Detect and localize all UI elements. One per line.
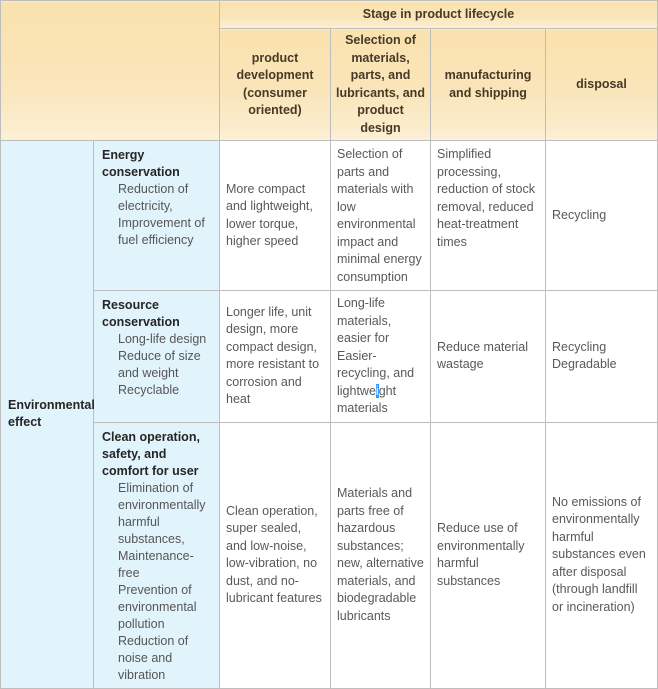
stage-header: Stage in product lifecycle (220, 1, 658, 29)
cell-resource-manufacturing: Reduce material wastage (431, 291, 546, 423)
cell-energy-disposal: Recycling (546, 141, 658, 291)
cell-clean-product-development: Clean operation, super sealed, and low-noise, low-vibration, no dust, and no-lubricant features (220, 422, 331, 688)
cell-resource-disposal: Recycling Degradable (546, 291, 658, 423)
row-label-clean-operation (94, 422, 220, 688)
column-header-selection-of-materials: Selection of materials, parts, and lubricants, and product design (331, 29, 431, 141)
cell-energy-materials-selection: Selection of parts and materials with low environmental impact and minimal energy consumption (331, 141, 431, 291)
category-sub-item: Reduction of noise and vibration (118, 633, 189, 682)
cell-clean-materials-selection: Materials and parts free of hazardous substances; new, alternative materials, and biodegradable lubricants (331, 422, 431, 688)
corner-cell (1, 1, 220, 141)
cell-text-after-selection: ght materials (337, 383, 397, 415)
selected-text: i (375, 383, 379, 398)
category-sub-item: Recyclable (118, 383, 180, 397)
column-header-product-development: product development (consumer oriented) (220, 29, 331, 141)
category-sub-item: Maintenance-free (118, 548, 194, 580)
cell-energy-product-development: More compact and lightweight, lower torque, higher speed (220, 141, 331, 291)
row-label-energy-conservation (94, 141, 220, 291)
cell-clean-manufacturing: Reduce use of environmentally harmful substances (431, 422, 546, 688)
row-group-environmental-effect: Environmental effect (1, 141, 94, 689)
category-sub-item: Improvement of fuel efficiency (118, 216, 205, 247)
cell-text-before-selection: Long-life materials, easier for Easier-recycling, and lightwe (337, 296, 415, 398)
category-sub-item: Prevention of environmental pollution (118, 582, 197, 631)
cell-energy-manufacturing: Simplified processing, reduction of stock removal, reduced heat-treatment times (431, 141, 546, 291)
cell-clean-disposal: No emissions of environmentally harmful substances even after disposal (through landfill or incineration) (546, 422, 658, 688)
cell-resource-materials-selection (331, 291, 431, 423)
category-title: Resource conservation (102, 298, 180, 329)
column-header-disposal: disposal (546, 29, 658, 141)
category-title: Clean operation, safety, and comfort for user (102, 429, 200, 478)
category-sub-item: Reduce of size and weight (118, 349, 201, 380)
category-sub-item: Long-life design (118, 332, 207, 346)
category-sub-item: Elimination of environmentally harmful substances, (118, 480, 206, 546)
category-sub-item: Reduction of electricity, (118, 182, 189, 213)
category-title: Energy conservation (102, 148, 180, 179)
column-header-manufacturing-shipping: manufacturing and shipping (431, 29, 546, 141)
row-label-resource-conservation (94, 291, 220, 423)
cell-resource-product-development: Longer life, unit design, more compact design, more resistant to corrosion and heat (220, 291, 331, 423)
